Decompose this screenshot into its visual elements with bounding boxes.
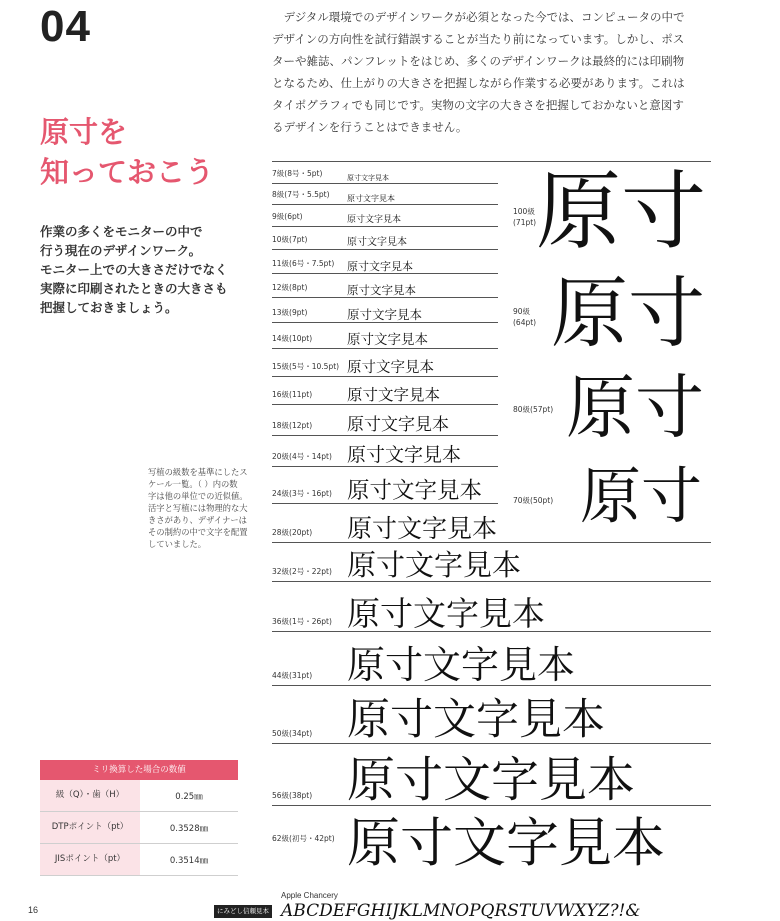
note-line: 字は他の単位での近似値。 (148, 491, 248, 501)
specimen-row (272, 227, 498, 250)
specimen-row (272, 377, 498, 405)
size-label: 11級(6号・7.5pt) (272, 259, 335, 268)
chapter-number: 04 (40, 2, 91, 51)
size-label: 12級(8pt) (272, 283, 308, 292)
big-size-label-line: 70級(50pt) (513, 496, 554, 505)
intro-line: となるため、仕上がりの大きさを把握しながら作業する必要があります。これは (272, 76, 685, 90)
big-sample: 原寸 (551, 270, 705, 359)
sample-text: 原寸文字見本 (347, 594, 545, 633)
sample-text: 原寸文字見本 (347, 174, 389, 182)
sample-text: 原寸文字見本 (347, 260, 413, 273)
footer-tag: にみどし信頼見本 (214, 905, 272, 918)
lead-line: 作業の多くをモニターの中で (40, 224, 203, 239)
sample-text: 原寸文字見本 (347, 237, 407, 248)
size-label: 50級(34pt) (272, 729, 313, 738)
lead-line: 行う現在のデザインワーク。 (40, 243, 202, 258)
specimen-row (272, 184, 498, 205)
intro-line: タイポグラフィでも同じです。実物の文字の大きさを把握しておかないと意図す (272, 98, 684, 112)
conversion-row (40, 844, 238, 876)
side-note (148, 466, 266, 550)
specimen-row (272, 467, 498, 504)
specimen-row (272, 405, 498, 436)
note-line: 写植の級数を基準にしたス (148, 467, 248, 477)
sample-text: 原寸文字見本 (347, 813, 665, 874)
sample-text: 原寸文字見本 (347, 415, 449, 435)
lead-text (40, 222, 250, 317)
specimen-row (272, 582, 711, 632)
big-size-label-line: 100級 (513, 207, 535, 216)
conversion-key: 級（Q）・歯（H） (40, 780, 140, 811)
sample-text: 原寸文字見本 (347, 215, 402, 225)
big-size-label-line: 90級 (513, 307, 531, 316)
big-size-label-line: 80級(57pt) (513, 405, 554, 414)
specimen-row (272, 349, 498, 377)
big-size-label (513, 206, 536, 228)
big-size-label-line: (71pt) (513, 218, 537, 227)
conversion-row (40, 812, 238, 844)
conversion-value: 0.25㎜ (175, 791, 203, 802)
conversion-key: DTPポイント（pt） (40, 812, 140, 843)
big-size-label (513, 306, 536, 328)
lead-line: 把握しておきましょう。 (40, 300, 178, 315)
size-label: 62級(初号・42pt) (272, 834, 335, 843)
size-label: 7級(8号・5pt) (272, 169, 323, 178)
sample-text: 原寸文字見本 (347, 695, 605, 745)
note-line: きさがあり、デザイナーは (148, 515, 247, 525)
big-size-label (513, 404, 553, 415)
font-sample: ABCDEFGHIJKLMNOPQRSTUVWXYZ?!& (281, 901, 641, 921)
size-label: 32級(2号・22pt) (272, 567, 332, 576)
intro-line: るデザインを行うことはできません。 (272, 120, 468, 134)
sample-text: 原寸文字見本 (347, 385, 441, 404)
big-size-label (513, 495, 553, 506)
sample-text: 原寸文字見本 (347, 548, 522, 582)
specimen-row (272, 686, 711, 744)
sample-text: 原寸文字見本 (347, 359, 434, 376)
specimen-row (272, 806, 711, 876)
size-label: 16級(11pt) (272, 390, 313, 399)
size-label: 10級(7pt) (272, 235, 308, 244)
note-line: 活字と写植には物理的な大 (148, 503, 248, 513)
section-title (40, 112, 214, 192)
size-label: 9級(6pt) (272, 212, 303, 221)
specimen-row (272, 744, 711, 806)
big-size-label-line: (64pt) (513, 318, 537, 327)
size-label: 20級(4号・14pt) (272, 452, 332, 461)
conversion-table (40, 760, 238, 876)
big-sample: 原寸 (566, 368, 704, 448)
note-line: していました。 (148, 539, 207, 549)
page-number: 16 (28, 905, 39, 915)
size-label: 28級(20pt) (272, 528, 313, 537)
size-label: 15級(5号・10.5pt) (272, 362, 340, 371)
size-label: 44級(31pt) (272, 671, 313, 680)
size-label: 56級(38pt) (272, 791, 313, 800)
sample-text: 原寸文字見本 (347, 752, 636, 808)
big-sample: 原寸 (536, 163, 707, 262)
sample-text: 原寸文字見本 (347, 282, 416, 297)
sample-text: 原寸文字見本 (347, 194, 395, 203)
specimen-row (272, 543, 711, 582)
big-sample: 原寸 (580, 461, 703, 532)
specimen-row (272, 298, 498, 323)
sample-text: 原寸文字見本 (347, 643, 576, 687)
sample-text: 原寸文字見本 (347, 477, 483, 504)
specimen-row (272, 436, 498, 467)
sample-text: 原寸文字見本 (347, 331, 428, 348)
conversion-table-header: ミリ換算した場合の数値 (40, 760, 238, 780)
specimen-row (272, 250, 498, 274)
sample-text: 原寸文字見本 (347, 306, 423, 322)
intro-line: ターや雑誌、パンフレットをはじめ、多くのデザインワークは最終的には印刷物 (272, 54, 685, 68)
size-label: 24級(3号・16pt) (272, 489, 332, 498)
specimen-row (272, 161, 498, 184)
conversion-row (40, 780, 238, 812)
intro-paragraph (272, 6, 720, 138)
intro-line: デジタル環境でのデザインワークが必須となった今では、コンピュータの中で (272, 10, 685, 24)
size-label: 14級(10pt) (272, 334, 313, 343)
font-name: Apple Chancery (281, 891, 338, 900)
title-line: 原寸を (40, 115, 128, 149)
lead-line: 実際に印刷されたときの大きさも (40, 281, 228, 296)
specimen-row (272, 632, 711, 686)
specimen-row (272, 274, 498, 298)
specimen-row (272, 205, 498, 227)
sample-text: 原寸文字見本 (347, 514, 498, 543)
size-label: 36級(1号・26pt) (272, 617, 332, 626)
note-line: その制約の中で文字を配置 (148, 527, 248, 537)
conversion-key: JISポイント（pt） (40, 844, 140, 875)
sample-text: 原寸文字見本 (347, 444, 462, 466)
lead-line: モニター上での大きさだけでなく (40, 262, 228, 277)
specimen-row (272, 323, 498, 349)
size-label: 8級(7号・5.5pt) (272, 190, 330, 199)
note-line: ケール一覧。（ ）内の数 (148, 479, 238, 489)
title-line: 知っておこう (40, 155, 215, 189)
conversion-value: 0.3514㎜ (169, 855, 209, 866)
size-label: 18級(12pt) (272, 421, 313, 430)
conversion-value: 0.3528㎜ (169, 823, 209, 834)
size-label: 13級(9pt) (272, 308, 308, 317)
intro-line: デザインの方向性を試行錯誤することが当たり前になっています。しかし、ポス (272, 32, 685, 46)
